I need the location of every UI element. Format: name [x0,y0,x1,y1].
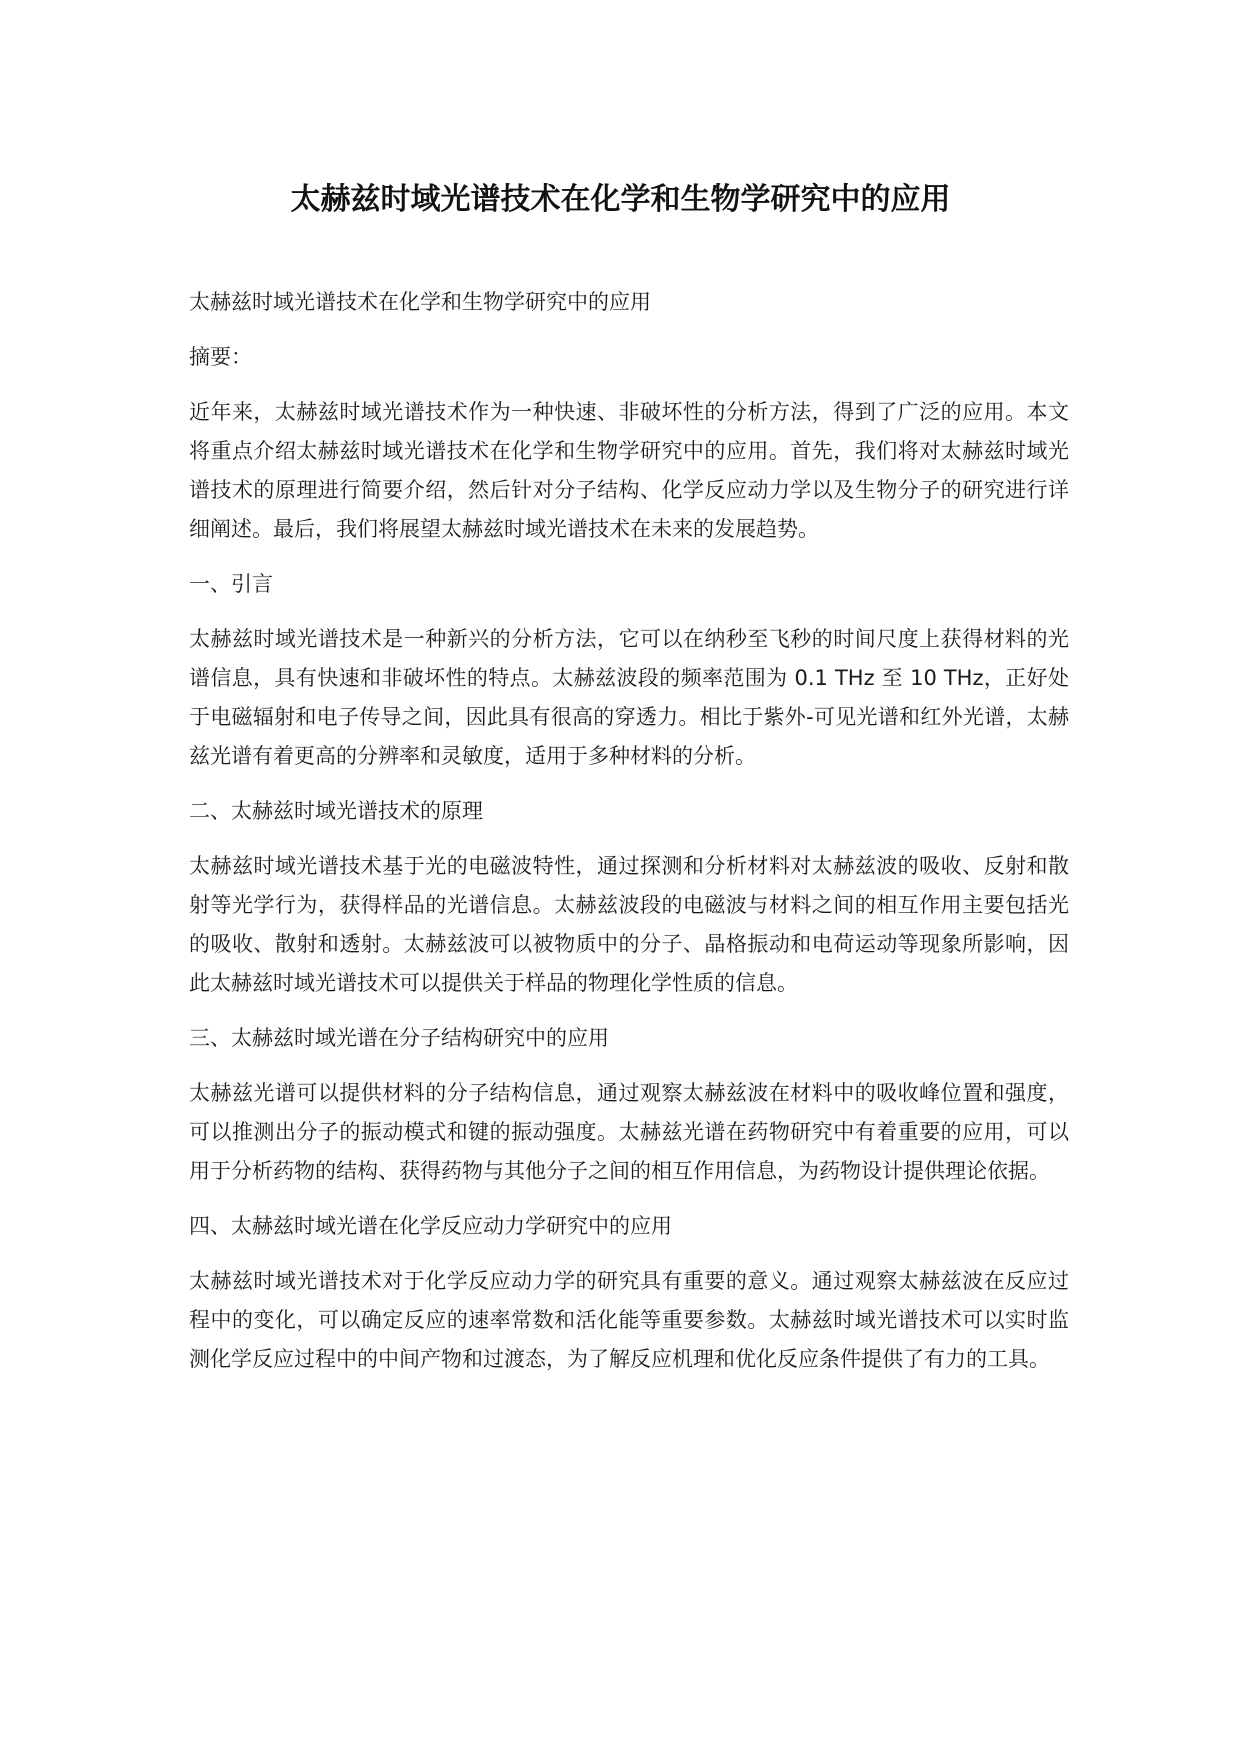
section-heading-molecular-structure: 三、太赫兹时域光谱在分子结构研究中的应用 [189,1026,609,1050]
section-paragraph-reaction-kinetics: 太赫兹时域光谱技术对于化学反应动力学的研究具有重要的意义。通过观察太赫兹波在反应过程中的变化，可以确定反应的速率常数和活化能等重要参数。太赫兹时域光谱技术可以实时监测化学反应过程中的中间产物和过渡态，为了解反应机理和优化反应条件提供了有力的工具。 [189,1269,1069,1371]
section-heading-reaction-kinetics: 四、太赫兹时域光谱在化学反应动力学研究中的应用 [189,1214,672,1238]
document-subtitle: 太赫兹时域光谱技术在化学和生物学研究中的应用 [189,290,651,314]
abstract-paragraph: 近年来，太赫兹时域光谱技术作为一种快速、非破坏性的分析方法，得到了广泛的应用。本文将重点介绍太赫兹时域光谱技术在化学和生物学研究中的应用。首先，我们将对太赫兹时域光谱技术的原理进行简要介绍，然后针对分子结构、化学反应动力学以及生物分子的研究进行详细阐述。最后，我们将展望太赫兹时域光谱技术在未来的发展趋势。 [189,400,1069,541]
document-title: 太赫兹时域光谱技术在化学和生物学研究中的应用 [290,182,951,217]
section-paragraph-introduction: 太赫兹时域光谱技术是一种新兴的分析方法，它可以在纳秒至飞秒的时间尺度上获得材料的光谱信息，具有快速和非破坏性的特点。太赫兹波段的频率范围为 0.1 THz 至 10 THz，正好处于电磁辐射和电子传导之间，因此具有很高的穿透力。相比于紫外-可见光谱和红外光谱，太赫兹光谱有着更高的分辨率和灵敏度，适用于多种材料的分析。 [189,627,1069,768]
section-paragraph-principle: 太赫兹时域光谱技术基于光的电磁波特性，通过探测和分析材料对太赫兹波的吸收、反射和散射等光学行为，获得样品的光谱信息。太赫兹波段的电磁波与材料之间的相互作用主要包括光的吸收、散射和透射。太赫兹波可以被物质中的分子、晶格振动和电荷运动等现象所影响，因此太赫兹时域光谱技术可以提供关于样品的物理化学性质的信息。 [189,854,1069,995]
section-heading-introduction: 一、引言 [189,572,273,596]
section-paragraph-molecular-structure: 太赫兹光谱可以提供材料的分子结构信息，通过观察太赫兹波在材料中的吸收峰位置和强度，可以推测出分子的振动模式和键的振动强度。太赫兹光谱在药物研究中有着重要的应用，可以用于分析药物的结构、获得药物与其他分子之间的相互作用信息，为药物设计提供理论依据。 [189,1081,1069,1183]
section-heading-principle: 二、太赫兹时域光谱技术的原理 [189,799,483,823]
document-body [189,283,1069,1395]
abstract-label: 摘要： [189,345,252,369]
